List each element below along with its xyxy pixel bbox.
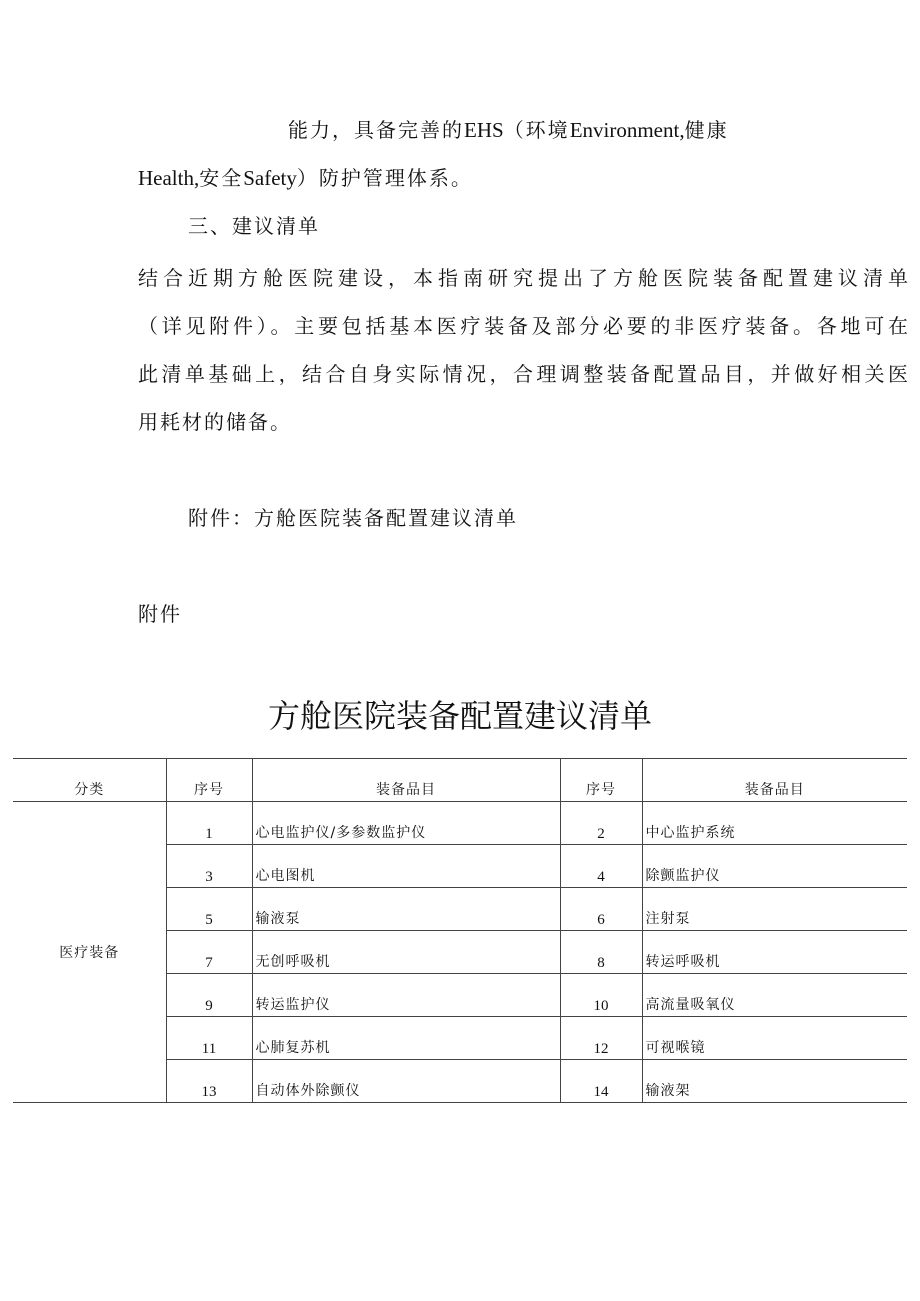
body-line-1-text-a: 能力，具备完善的 [288, 118, 464, 142]
seq-cell: 5 [166, 888, 252, 931]
body-line-2-safety: Safety [243, 166, 297, 190]
seq-cell: 2 [560, 802, 642, 845]
seq-cell: 6 [560, 888, 642, 931]
body-line-2-health: Health, [138, 166, 200, 190]
item-cell: 转运呼吸机 [642, 931, 907, 974]
header-item-2: 装备品目 [642, 759, 907, 802]
body-line-1-text-b: （环境 [503, 118, 570, 142]
header-seq-1: 序号 [166, 759, 252, 802]
table-header-row [13, 759, 907, 802]
body-line-1-text-c: 健康 [684, 118, 729, 142]
attachment-reference: 附件：方舱医院装备配置建议清单 [188, 506, 518, 530]
body-line-2-text-a: 安全 [199, 166, 244, 190]
item-cell: 心电监护仪/多参数监护仪 [252, 802, 560, 845]
item-cell: 转运监护仪 [252, 974, 560, 1017]
seq-cell: 1 [166, 802, 252, 845]
item-cell: 高流量吸氧仪 [642, 974, 907, 1017]
body-line-2 [138, 166, 473, 191]
header-seq-2: 序号 [560, 759, 642, 802]
item-cell: 中心监护系统 [642, 802, 907, 845]
header-category: 分类 [74, 782, 105, 798]
item-cell: 除颤监护仪 [642, 845, 907, 888]
item-cell: 注射泵 [642, 888, 907, 931]
seq-cell: 12 [560, 1017, 642, 1060]
section-heading: 三、建议清单 [188, 214, 320, 238]
item-cell: 输液泵 [252, 888, 560, 931]
item-cell: 心电图机 [252, 845, 560, 888]
body-line-2-text-b: ）防护管理体系。 [296, 166, 473, 190]
item-cell: 心肺复苏机 [252, 1017, 560, 1060]
paragraph-line-1: 结合近期方舱医院建设，本指南研究提出了方舱医院装备配置建议清单 [138, 266, 908, 290]
seq-cell: 4 [560, 845, 642, 888]
body-line-1-environment: Environment, [569, 118, 685, 142]
item-cell: 输液架 [642, 1060, 907, 1103]
document-title: 方舱医院装备配置建议清单 [267, 697, 652, 735]
header-item-1: 装备品目 [252, 759, 560, 802]
paragraph-line-3: 此清单基础上，结合自身实际情况，合理调整装备配置品目，并做好相关医 [138, 362, 908, 386]
item-cell: 无创呼吸机 [252, 931, 560, 974]
item-cell: 可视喉镜 [642, 1017, 907, 1060]
category-cell: 医疗装备 [13, 802, 166, 1103]
paragraph-line-2: （详见附件）。主要包括基本医疗装备及部分必要的非医疗装备。各地可在 [138, 314, 908, 338]
body-line-1-ehs: EHS [464, 118, 504, 142]
seq-cell: 7 [166, 931, 252, 974]
item-cell: 自动体外除颤仪 [252, 1060, 560, 1103]
seq-cell: 14 [560, 1060, 642, 1103]
seq-cell: 3 [166, 845, 252, 888]
seq-cell: 10 [560, 974, 642, 1017]
seq-cell: 9 [166, 974, 252, 1017]
attachment-label: 附件 [138, 602, 182, 626]
body-line-1 [288, 118, 729, 143]
paragraph-line-4: 用耗材的储备。 [138, 410, 292, 434]
table-row [13, 802, 907, 845]
seq-cell: 13 [166, 1060, 252, 1103]
equipment-table [13, 758, 907, 1103]
seq-cell: 11 [166, 1017, 252, 1060]
seq-cell: 8 [560, 931, 642, 974]
